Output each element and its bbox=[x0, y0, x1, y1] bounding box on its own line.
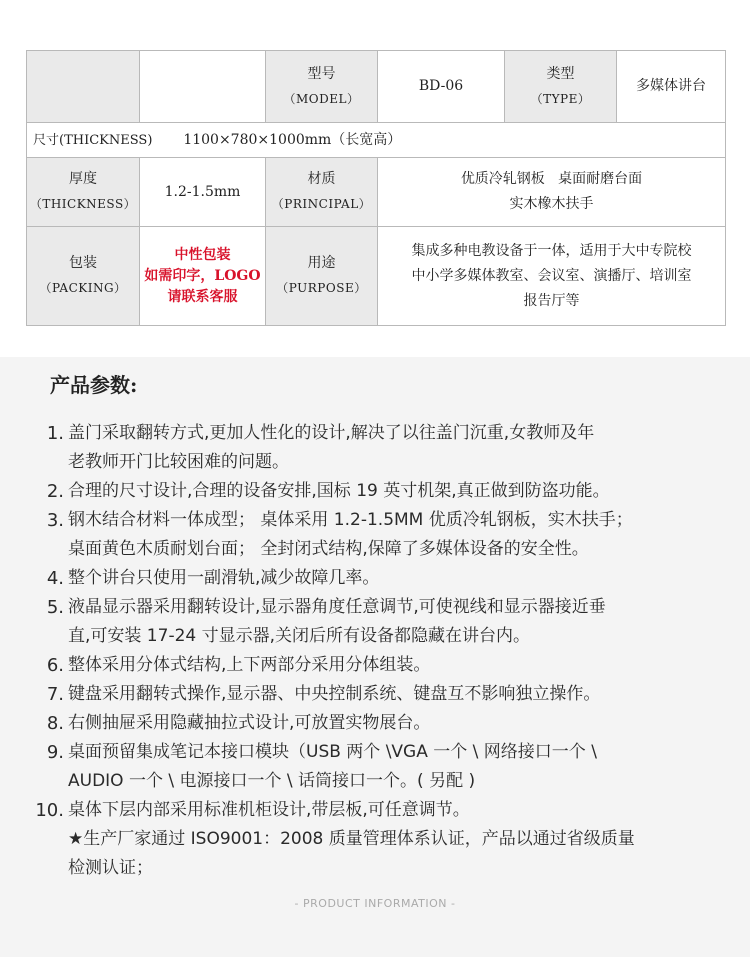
param-num: 6. bbox=[46, 655, 64, 676]
thickness-label: 厚度 bbox=[69, 171, 97, 187]
material-value-2: 实木橡木扶手 bbox=[509, 196, 594, 212]
param-num: 3. bbox=[46, 510, 64, 531]
purpose-value-3: 报告厅等 bbox=[523, 292, 580, 309]
material-label-en: （PRINCIPAL） bbox=[271, 197, 372, 211]
param-num: 5. bbox=[46, 597, 64, 618]
purpose-value-2: 中小学多媒体教室、会议室、演播厅、培训室 bbox=[411, 267, 692, 284]
param-item bbox=[30, 709, 720, 738]
size-cell bbox=[27, 123, 726, 158]
note-line: ★生产厂家通过 ISO9001：2008 质量管理体系认证，产品以通过省级质量 bbox=[68, 829, 635, 849]
material-value-1: 优质冷轧钢板 桌面耐磨台面 bbox=[460, 171, 643, 187]
param-item bbox=[30, 477, 720, 506]
packing-label: 包装 bbox=[69, 255, 97, 271]
packing-label-en: （PACKING） bbox=[39, 281, 127, 295]
param-num: 8. bbox=[46, 713, 64, 734]
param-line: 整个讲台只使用一副滑轨,减少故障几率。 bbox=[68, 568, 380, 588]
param-line: 钢木结合材料一体成型； 桌体采用 1.2-1.5MM 优质冷轧钢板，实木扶手； bbox=[68, 510, 633, 530]
spec-row-model bbox=[27, 51, 726, 123]
param-item bbox=[30, 680, 720, 709]
certification-note bbox=[30, 825, 720, 883]
thickness-label-en: （THICKNESS） bbox=[29, 197, 137, 211]
param-item bbox=[30, 738, 720, 796]
type-label: 类型 bbox=[546, 65, 575, 82]
model-value: BD-06 bbox=[378, 51, 505, 123]
param-num: 10. bbox=[35, 800, 64, 821]
model-label-cell bbox=[266, 51, 378, 123]
spec-row-thickness bbox=[27, 158, 726, 227]
spec-row-size bbox=[27, 123, 726, 158]
param-line: 桌面黄色木质耐划台面； 全封闭式结构,保障了多媒体设备的安全性。 bbox=[68, 539, 589, 559]
packing-label-cell bbox=[27, 227, 140, 326]
product-image-cell bbox=[27, 51, 140, 123]
thickness-value: 1.2-1.5mm bbox=[140, 158, 266, 227]
spec-section bbox=[0, 0, 750, 360]
packing-value-2: 如需印字，LOGO bbox=[144, 267, 261, 284]
purpose-label-cell bbox=[266, 227, 378, 326]
size-label: 尺寸(THICKNESS) bbox=[33, 132, 153, 148]
param-num: 4. bbox=[46, 568, 64, 589]
param-num: 2. bbox=[46, 481, 64, 502]
param-list bbox=[30, 419, 720, 883]
param-line: 桌体下层内部采用标准机柜设计,带层板,可任意调节。 bbox=[68, 800, 470, 820]
type-label-cell bbox=[505, 51, 617, 123]
param-line: 桌面预留集成笔记本接口模块（USB 两个 \VGA 一个 \ 网络接口一个 \ bbox=[68, 742, 597, 762]
material-label-cell bbox=[266, 158, 378, 227]
param-line: 液晶显示器采用翻转设计,显示器角度任意调节,可使视线和显示器接近垂 bbox=[68, 597, 606, 617]
param-item bbox=[30, 506, 720, 564]
purpose-value-1: 集成多种电教设备于一体，适用于大中专院校 bbox=[411, 242, 692, 259]
param-line: 盖门采取翻转方式,更加人性化的设计,解决了以往盖门沉重,女教师及年 bbox=[68, 423, 595, 443]
packing-value-3: 请联系客服 bbox=[167, 288, 238, 305]
param-item bbox=[30, 419, 720, 477]
type-value: 多媒体讲台 bbox=[617, 51, 726, 123]
param-line: 老教师开门比较困难的问题。 bbox=[68, 452, 289, 472]
param-num: 7. bbox=[46, 684, 64, 705]
param-line: 合理的尺寸设计,合理的设备安排,国标 19 英寸机架,真正做到防盗功能。 bbox=[68, 481, 610, 501]
material-label: 材质 bbox=[307, 171, 336, 187]
size-value: 1100×780×1000mm（长宽高） bbox=[183, 131, 402, 148]
param-line: 键盘采用翻转式操作,显示器、中央控制系统、键盘互不影响独立操作。 bbox=[68, 684, 601, 704]
param-line: AUDIO 一个 \ 电源接口一个 \ 话筒接口一个。( 另配 ) bbox=[68, 771, 476, 791]
packing-value-cell bbox=[140, 227, 266, 326]
blank-cell bbox=[140, 51, 266, 123]
purpose-label-en: （PURPOSE） bbox=[276, 281, 367, 295]
params-section bbox=[0, 357, 750, 957]
purpose-label: 用途 bbox=[307, 255, 336, 271]
params-title: 产品参数: bbox=[50, 373, 138, 397]
model-label: 型号 bbox=[307, 65, 336, 82]
model-label-en: （MODEL） bbox=[283, 91, 360, 106]
material-value-cell bbox=[378, 158, 726, 227]
param-line: 右侧抽屉采用隐藏抽拉式设计,可放置实物展台。 bbox=[68, 713, 431, 733]
param-line: 直,可安装 17-24 寸显示器,关闭后所有设备都隐藏在讲台内。 bbox=[68, 626, 531, 646]
product-information-caption: - PRODUCT INFORMATION - bbox=[294, 897, 456, 910]
param-item bbox=[30, 651, 720, 680]
purpose-value-cell bbox=[378, 227, 726, 326]
note-line: 检测认证； bbox=[68, 858, 153, 878]
param-item bbox=[30, 593, 720, 651]
param-num: 1. bbox=[46, 423, 64, 444]
param-num: 9. bbox=[46, 742, 64, 763]
param-item bbox=[30, 796, 720, 825]
param-line: 整体采用分体式结构,上下两部分采用分体组装。 bbox=[68, 655, 431, 675]
spec-row-packing bbox=[27, 227, 726, 326]
thickness-label-cell bbox=[27, 158, 140, 227]
param-item bbox=[30, 564, 720, 593]
packing-value-1: 中性包装 bbox=[174, 246, 231, 263]
spec-table bbox=[26, 50, 726, 326]
type-label-en: （TYPE） bbox=[530, 91, 591, 106]
